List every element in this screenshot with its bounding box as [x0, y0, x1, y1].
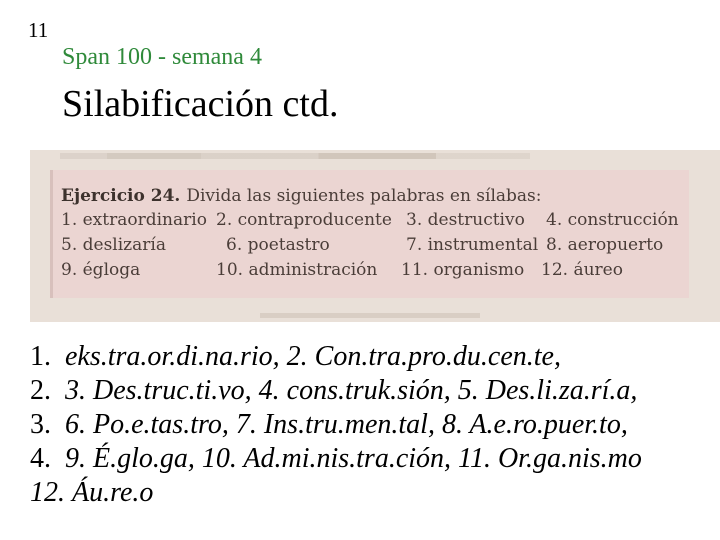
answer-line [30, 408, 720, 442]
exercise-word: 5. deslizaría [61, 235, 166, 255]
exercise-word: 9. égloga [61, 260, 141, 280]
faint-scan-text-bottom [260, 313, 480, 318]
exercise-instruction: Divida las siguientes palabras en sílabas: [186, 186, 542, 206]
exercise-word: 8. aeropuerto [546, 235, 664, 255]
exercise-row [61, 210, 689, 234]
exercise-word: 1. extraordinario [61, 210, 207, 230]
faint-scan-text-top [60, 153, 530, 159]
answer-line-number: 2. [30, 375, 51, 406]
answer-line [30, 374, 720, 408]
answer-line-text: 6. Po.e.tas.tro, 7. Ins.tru.men.tal, 8. A.e.ro.puer.to, [65, 409, 628, 440]
exercise-word: 3. destructivo [406, 210, 525, 230]
exercise-word: 7. instrumental [406, 235, 539, 255]
answer-line [30, 442, 720, 476]
answer-line-number: 4. [30, 443, 51, 474]
answer-line-number: 1. [30, 341, 51, 372]
exercise-word: 2. contraproducente [216, 210, 392, 230]
answer-line [30, 476, 720, 510]
scanned-exercise-image [30, 150, 720, 322]
exercise-box [50, 170, 689, 298]
exercise-word: 6. poetastro [226, 235, 330, 255]
exercise-heading: Ejercicio 24. [61, 186, 181, 206]
answer-line-text: eks.tra.or.di.na.rio, 2. Con.tra.pro.du.cen.te, [65, 341, 561, 372]
slide-subtitle: Span 100 - semana 4 [62, 44, 262, 70]
answer-line-text: 12. Áu.re.o [30, 477, 154, 508]
answer-line-text: 3. Des.truc.ti.vo, 4. cons.truk.sión, 5. Des.li.za.rí.a, [65, 375, 638, 406]
answer-line-text: 9. É.glo.ga, 10. Ad.mi.nis.tra.ción, 11. Or.ga.nis.mo [65, 443, 642, 474]
exercise-heading-line [61, 186, 542, 206]
exercise-word: 11. organismo [401, 260, 525, 280]
exercise-row [61, 260, 689, 284]
exercise-word: 10. administración [216, 260, 378, 280]
slide-number: 11 [28, 18, 49, 42]
exercise-row [61, 235, 689, 259]
slide-title: Silabificación ctd. [62, 83, 339, 125]
answer-line-number: 3. [30, 409, 51, 440]
answer-list [30, 340, 720, 510]
exercise-word: 4. construcción [546, 210, 679, 230]
exercise-word: 12. áureo [541, 260, 623, 280]
answer-line [30, 340, 720, 374]
